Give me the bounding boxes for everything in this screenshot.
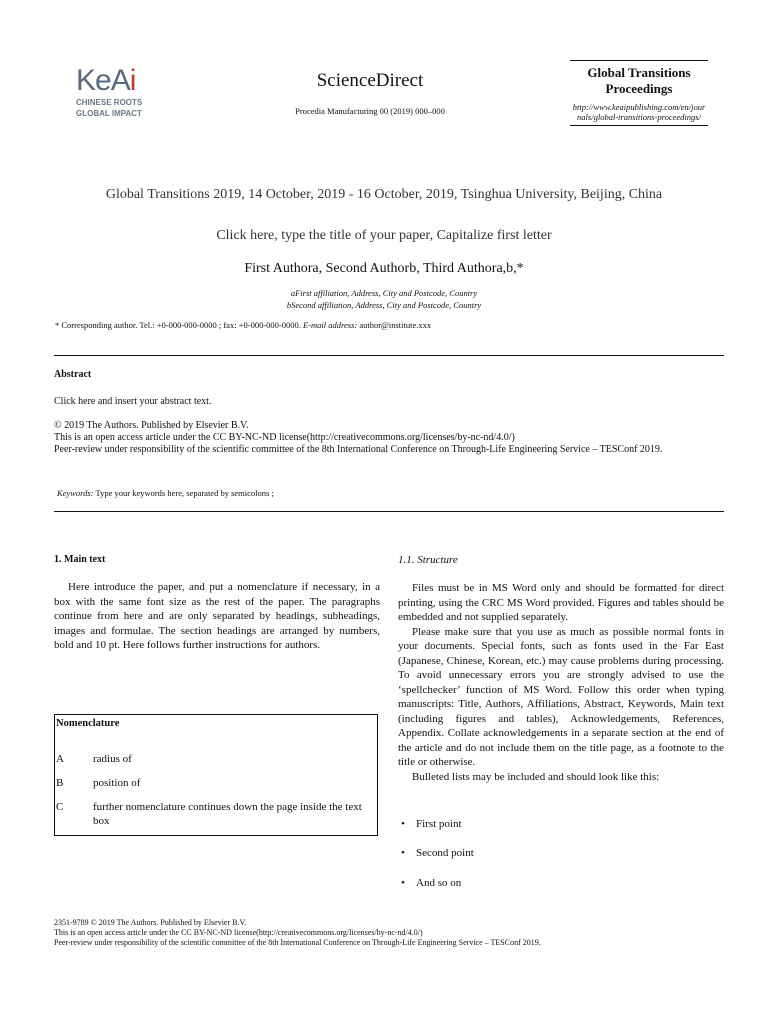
- keywords-label: Keywords:: [57, 488, 94, 498]
- bullet-list: [398, 876, 461, 890]
- logo-wordmark-i: i: [129, 64, 136, 97]
- journal-name: ScienceDirect: [316, 70, 424, 91]
- corresponding-contact: * Corresponding author. Tel.: +0-000-000-0000 ; fax: +0-000-000-0000.: [55, 320, 303, 330]
- right-column: [398, 554, 724, 784]
- logo-wordmark-main: KeA: [76, 64, 130, 97]
- publisher-logo: [76, 66, 166, 118]
- structure-paragraph: Please make sure that you use as much as possible normal fonts in your documents. Special fonts, such as fonts used in the Far East (Japanese, Chinese, Korean, etc.) may cause problems during processing. To avoid unnecessary errors you are strongly advised to use the ‘spellchecker’ function of MS Word. Follow this order when typing manuscripts: Title, Authors, Affiliations, Abstract, Keywords, Main text (including figures and tables), Acknowledgements, References, Appendix. Collate acknowledgements in a separate section at the end of the article and do not include them on the title page, as a footnote to the title or otherwise.: [398, 625, 724, 768]
- abstract-heading: Abstract: [54, 369, 92, 380]
- keywords-value: Type your keywords here, separated by semicolons ;: [93, 488, 274, 498]
- email-address: author@institute.xxx: [357, 320, 432, 330]
- affiliation-b: bSecond affiliation, Address, City and Postcode, Country: [286, 300, 482, 310]
- abstract-copyright: © 2019 The Authors. Published by Elsevier B.V.: [54, 420, 249, 431]
- nomenclature-definition: position of: [93, 777, 141, 789]
- bullet-dot-icon: •: [401, 847, 405, 859]
- abstract-text: Click here and insert your abstract text.: [54, 396, 212, 407]
- abstract-peer-review: Peer-review under responsibility of the scientific committee of the 8th International Conference on Through-Life Engineering Service – TESConf 2019.: [54, 444, 663, 455]
- paper-title: Click here, type the title of your paper, Capitalize first letter: [216, 228, 552, 243]
- footer-license: This is an open access article under the CC BY-NC-ND license(http://creativecommons.org/licenses/by-nc-nd/4.0/): [54, 928, 423, 937]
- journal-box-url[interactable]: http://www.keaipublishing.com/en/journals/global-transitions-proceedings/: [572, 102, 706, 122]
- nomenclature-definition: further nomenclature continues down the page inside the text box: [93, 801, 362, 827]
- footer-issn: 2351-9789 © 2019 The Authors. Published by Elsevier B.V.: [54, 918, 247, 927]
- structure-paragraph: Bulleted lists may be included and should look like this:: [412, 770, 660, 783]
- journal-citation: Procedia Manufacturing 00 (2019) 000–000: [295, 106, 445, 116]
- bullet-item: [398, 876, 461, 890]
- logo-tagline-1: CHINESE ROOTS: [76, 98, 143, 107]
- journal-box-title: Global Transitions Proceedings: [587, 65, 691, 96]
- bullet-text: And so on: [416, 877, 462, 889]
- bullet-text: Second point: [416, 847, 474, 859]
- footer-peer-review: Peer-review under responsibility of the scientific committee of the 8th International Conference on Through-Life Engineering Service – TESConf 2019.: [54, 938, 541, 947]
- corresponding-author: [55, 320, 715, 330]
- author-list: First Authora, Second Authorb, Third Authora,b,*: [244, 261, 524, 276]
- nomenclature-box: [54, 714, 378, 836]
- bullet-text: First point: [416, 818, 462, 830]
- bullet-item: [398, 817, 462, 831]
- main-text-paragraph: Here introduce the paper, and put a nomenclature if necessary, in a box with the same font size as the rest of the paper. The paragraphs continue from here and are only separated by headings, subheadings, images and formulae. The section headings are arranged by numbers, bold and 10 pt. Here follows further instructions for authors.: [54, 581, 380, 651]
- abstract-license: This is an open access article under the CC BY-NC-ND license(http://creativecommons.org/licenses/by-nc-nd/4.0/): [54, 432, 515, 443]
- keywords-line: [57, 488, 274, 498]
- abstract-section: [54, 396, 724, 456]
- divider-top: [54, 355, 724, 356]
- nomenclature-symbol: A: [56, 753, 64, 765]
- bullet-item: [398, 846, 474, 860]
- subsection-heading-structure: 1.1. Structure: [398, 554, 458, 566]
- bullet-dot-icon: •: [401, 818, 405, 830]
- logo-wordmark: [76, 66, 166, 96]
- nomenclature-heading: Nomenclature: [56, 718, 120, 729]
- nomenclature-symbol: B: [56, 777, 64, 789]
- bullet-dot-icon: •: [401, 877, 405, 889]
- left-column: [54, 554, 380, 653]
- affiliation-a: aFirst affiliation, Address, City and Postcode, Country: [290, 288, 478, 298]
- journal-box: [570, 60, 708, 126]
- email-label: E-mail address:: [302, 320, 358, 330]
- logo-tagline-2: GLOBAL IMPACT: [76, 109, 142, 118]
- nomenclature-symbol: C: [56, 801, 64, 813]
- conference-line: Global Transitions 2019, 14 October, 2019 - 16 October, 2019, Tsinghua University, Beijing, China: [105, 187, 663, 202]
- section-heading-main-text: 1. Main text: [54, 554, 106, 565]
- bullet-list: [398, 846, 474, 860]
- nomenclature-definition: radius of: [93, 753, 132, 765]
- structure-paragraph: Files must be in MS Word only and should be formatted for direct printing, using the CRC MS Word provided. Figures and tables should be embedded and not supplied separately.: [398, 582, 724, 623]
- page-footer: [54, 918, 724, 948]
- bullet-list: [398, 817, 462, 831]
- divider-bottom: [54, 511, 724, 512]
